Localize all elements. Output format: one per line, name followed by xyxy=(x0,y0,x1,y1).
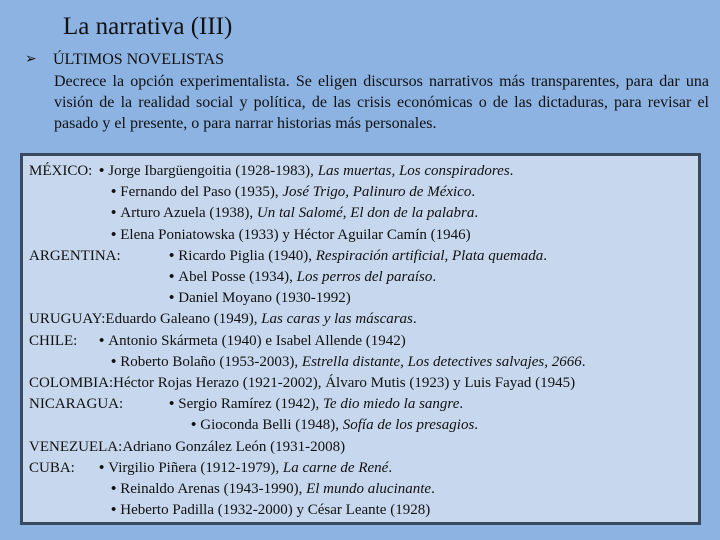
author-years: (1948), xyxy=(291,417,343,434)
novelist-line xyxy=(29,480,435,498)
bullet-icon: • xyxy=(169,290,175,307)
bullet-icon: • xyxy=(111,353,117,370)
novelist-line xyxy=(29,162,513,180)
line-tail: Álvaro Mutis (1923) y Luis Fayad (1945) xyxy=(325,375,576,391)
author-name: Heberto Padilla xyxy=(120,502,214,519)
author-name: Fernando del Paso xyxy=(120,184,232,201)
line-tail: . xyxy=(509,163,514,179)
author-name: Adriano González León xyxy=(122,438,267,455)
novelist-line xyxy=(29,183,475,201)
author-name: Roberto Bolaño xyxy=(120,353,216,370)
author-years: (1953-2003), xyxy=(215,353,302,370)
novelist-line xyxy=(29,374,575,392)
author-name: Daniel Moyano xyxy=(178,290,272,307)
bullet-icon: • xyxy=(99,459,105,476)
author-works: Sofía de los presagios xyxy=(342,417,475,434)
novelist-line xyxy=(29,268,436,286)
novelist-line xyxy=(29,204,478,222)
novelist-line xyxy=(29,310,417,328)
novelist-line xyxy=(29,353,586,371)
author-works: Los perros del paraíso xyxy=(296,269,433,285)
section-heading-text: ÚLTIMOS NOVELISTAS xyxy=(53,51,225,68)
author-years: (1943-1990), xyxy=(219,481,307,497)
line-tail: . xyxy=(412,311,417,328)
country-label: CUBA: xyxy=(29,459,75,476)
author-years: (1942), xyxy=(271,396,323,413)
bullet-icon: • xyxy=(111,205,117,222)
line-tail: . xyxy=(543,247,547,264)
author-name: Jorge Ibargüengoitia xyxy=(108,163,232,179)
novelist-line xyxy=(29,289,351,307)
country-label: URUGUAY: xyxy=(29,311,106,328)
novelist-line xyxy=(29,416,478,434)
author-years: (1932-2000) y xyxy=(214,502,308,519)
author-works: Te dio miedo la sangre xyxy=(322,396,460,413)
author-name: Antonio Skármeta xyxy=(108,332,218,349)
novelist-line xyxy=(29,501,430,519)
bullet-icon: • xyxy=(169,396,175,413)
bullet-icon: • xyxy=(99,163,105,179)
author-works: Las muertas, Los conspiradores xyxy=(317,163,510,179)
author-years: (1921-2002), xyxy=(238,375,326,391)
line-tail: . xyxy=(471,184,476,201)
author-years: (1912-1979), xyxy=(196,459,283,476)
author-years: (1928-1983), xyxy=(231,163,318,179)
line-tail: . xyxy=(459,396,464,413)
country-label: COLOMBIA: xyxy=(29,375,114,391)
author-years: (1933) y xyxy=(234,226,294,243)
novelist-line xyxy=(29,459,392,477)
country-label: CHILE: xyxy=(29,332,78,349)
author-works: La carne de René xyxy=(282,459,389,476)
novelist-line xyxy=(29,247,547,265)
author-name: Ricardo Piglia xyxy=(178,247,265,264)
intro-paragraph: Decrece la opción experimentalista. Se eligen discursos narrativos más transparentes, para dar una visión de la realidad social y política, de las crisis económicas o de las dictaduras, para revisar el pasado y el presente, o para narrar historias más personales. xyxy=(54,73,709,132)
novelist-line xyxy=(29,395,463,413)
novelist-line xyxy=(29,226,471,244)
author-years: (1949), xyxy=(209,311,262,328)
author-years: (1930-1992) xyxy=(272,290,351,307)
author-years: (1938), xyxy=(205,205,257,222)
author-name: Reinaldo Arenas xyxy=(120,481,220,497)
line-tail: . xyxy=(474,205,479,222)
author-name: Abel Posse xyxy=(178,269,246,285)
bullet-icon: • xyxy=(111,184,117,201)
author-name: Sergio Ramírez xyxy=(178,396,272,413)
author-works: José Trigo, Palinuro de México xyxy=(282,184,472,201)
country-label: MÉXICO: xyxy=(29,163,93,179)
author-name: Arturo Azuela xyxy=(120,205,206,222)
author-years: (1931-2008) xyxy=(266,438,346,455)
bullet-icon: • xyxy=(111,502,117,519)
bullet-icon: • xyxy=(99,332,105,349)
section-heading xyxy=(25,50,224,70)
bullet-icon: • xyxy=(111,226,117,243)
author-name: Elena Poniatowska xyxy=(120,226,235,243)
arrow-bullet-icon: ➢ xyxy=(25,52,37,67)
author-years: (1935), xyxy=(231,184,283,201)
author-name: Gioconda Belli xyxy=(200,417,292,434)
author-name: Virgilio Piñera xyxy=(108,459,197,476)
author-name: Eduardo Galeano xyxy=(105,311,210,328)
novelist-line xyxy=(29,332,406,350)
line-tail: . xyxy=(432,269,437,285)
novelists-box xyxy=(20,153,701,525)
author-years: (1934), xyxy=(245,269,297,285)
author-years: (1940) e xyxy=(217,332,276,349)
line-tail: Héctor Aguilar Camín (1946) xyxy=(293,226,471,243)
bullet-icon: • xyxy=(169,269,175,285)
line-tail: . xyxy=(431,481,435,497)
country-label: ARGENTINA: xyxy=(29,247,121,264)
line-tail: . xyxy=(388,459,393,476)
author-works: Respiración artificial, Plata quemada xyxy=(315,247,544,264)
author-works: El mundo alucinante xyxy=(306,481,432,497)
slide-title: La narrativa (III) xyxy=(63,13,233,40)
novelist-line xyxy=(29,438,345,456)
bullet-icon: • xyxy=(169,247,175,264)
line-tail: . xyxy=(474,417,479,434)
author-works: Un tal Salomé, El don de la palabra xyxy=(256,205,475,222)
country-label: VENEZUELA: xyxy=(29,438,123,455)
author-name: Héctor Rojas Herazo xyxy=(113,375,239,391)
line-tail: César Leante (1928) xyxy=(307,502,431,519)
line-tail: Isabel Allende (1942) xyxy=(275,332,406,349)
author-years: (1940), xyxy=(264,247,316,264)
line-tail: . xyxy=(581,353,586,370)
author-works: Estrella distante, Los detectives salvajes, 2666 xyxy=(301,353,582,370)
bullet-icon: • xyxy=(191,417,197,434)
bullet-icon: • xyxy=(111,481,117,497)
country-label: NICARAGUA: xyxy=(29,396,124,413)
author-works: Las caras y las máscaras xyxy=(261,311,413,328)
